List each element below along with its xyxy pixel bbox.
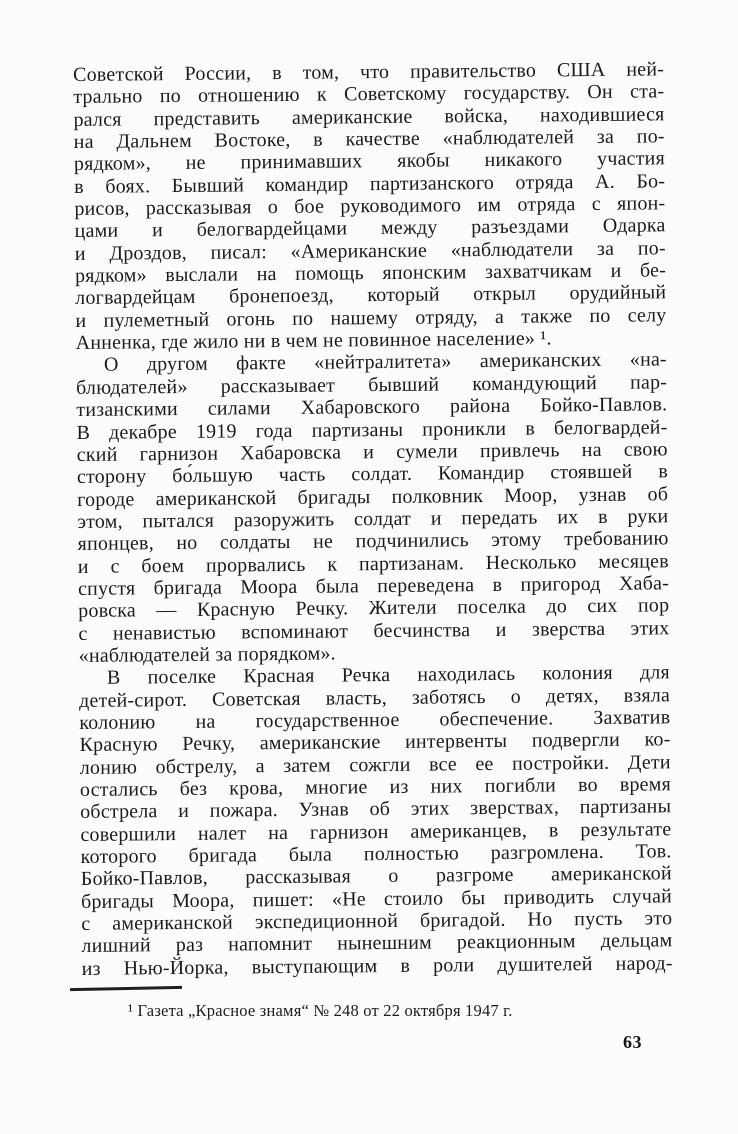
text-line: и Дроздов, писал: «Американские «наблюдатели за по-	[74, 237, 666, 265]
text-line: спустя бригада Моора была переведена в пригород Хаба-	[77, 572, 670, 600]
text-line: «наблюдателей за порядком».	[78, 642, 336, 667]
text-line: В декабре 1919 года партизаны проникли в белогвардей-	[76, 415, 668, 444]
text-line: трально по отношению к Советскому государству. Он ста-	[73, 80, 665, 109]
text-line: Анненка, где жило ни в чем не повинное население» ¹.	[75, 327, 552, 355]
text-line: рядком», не принимавших якобы никакого участия	[73, 147, 666, 176]
text-line: ровска — Красную Речку. Жители поселка до сих пор	[78, 594, 670, 623]
text-line: блюдателей» рассказывает бывший командующий пар-	[76, 371, 668, 399]
text-line: цами и белогвардейцами между разъездами Одарка	[74, 214, 666, 243]
text-line: лонию обстрелу, а затем сожгли все ее постройки. Дети	[79, 750, 671, 779]
page-number: 63	[623, 1032, 642, 1052]
text-line: В поселке Красная Речка находилась колония для	[106, 661, 670, 689]
text-line: детей-сирот. Советская власть, заботясь о детях, взяла	[79, 683, 671, 712]
text-line: на Дальнем Востоке, в качестве «наблюдателей за по-	[73, 125, 665, 154]
footnote: ¹ Газета „Красное знамя“ № 248 от 22 октября 1947 г.	[128, 1001, 513, 1020]
text-line: этом, пытался разоружить солдат и передать их в руки	[77, 505, 669, 533]
text-line: обстрела и пожара. Узнав об этих зверствах, партизаны	[80, 795, 672, 824]
text-line: и с боем прорвались к партизанам. Несколько месяцев	[77, 549, 669, 578]
text-line: О другом факте «нейтралитета» американских «на-	[103, 348, 667, 377]
text-line: из Нью-Йорка, выступающим в роли душителей народ-	[81, 952, 673, 980]
text-line: в боях. Бывший командир партизанского отряда А. Бо-	[74, 170, 666, 198]
text-line: логвардейцам бронепоезд, который открыл орудийный	[75, 281, 667, 310]
text-line: рядком» выслали на помощь японским захватчикам и бе-	[74, 259, 667, 288]
text-line: Красную Речку, американские интервенты подвергли ко-	[79, 728, 671, 757]
text-line: ский гарнизон Хабаровска и сумели привлечь на свою	[76, 438, 668, 466]
text-line: рался представить американские войска, находившиеся	[73, 103, 665, 131]
text-line: с ненавистью вспоминают бесчинства и зверства этих	[78, 616, 670, 645]
text-block	[73, 58, 673, 980]
text-line: которого бригада была полностью разгромлена. Тов.	[80, 840, 672, 868]
text-line: колонию на государственное обеспечение. Захватив	[79, 706, 671, 734]
footnote-rule	[70, 986, 182, 991]
text-line: совершили налет на гарнизон американцев, в результате	[80, 817, 672, 846]
text-line: Советской России, в том, что правительство США ней-	[73, 58, 665, 86]
text-line: и пулеметный огонь по нашему отряду, а также по селу	[75, 304, 667, 332]
text-line: остались без крова, многие из них погибли во время	[79, 773, 672, 801]
text-line: с американской экспедиционной бригадой. Но пусть это	[81, 907, 673, 936]
text-line: сторону бо́льшую часть солдат. Командир стоявшей в	[76, 460, 669, 489]
text-line: Бойко-Павлов, рассказывая о разгроме американской	[80, 862, 672, 891]
text-line: лишний раз напомнит нынешним реакционным дельцам	[81, 929, 673, 958]
text-line: бригады Моора, пишет: «Не стоило бы приводить случай	[80, 885, 673, 913]
text-line: японцев, но солдаты не подчинились этому требованию	[77, 527, 669, 556]
text-line: городе американской бригады полковник Моор, узнав об	[77, 482, 669, 511]
text-line: рисов, рассказывая о бое руководимого им отряда с япон-	[74, 192, 666, 221]
text-line: тизанскими силами Хабаровского района Бойко-Павлов.	[76, 393, 668, 422]
